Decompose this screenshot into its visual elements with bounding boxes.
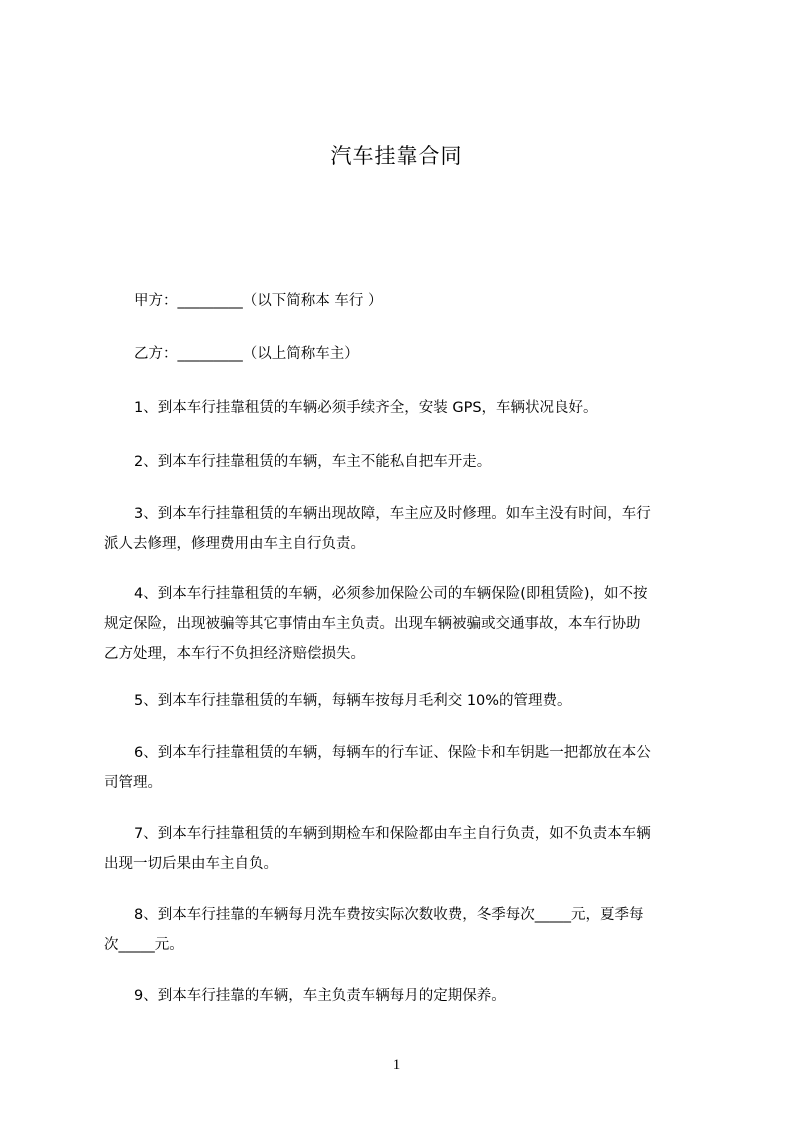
clause-5 [104,686,712,716]
party-b-line [104,339,712,369]
clause-4-line-2: 规定保险，出现被骗等其它事情由车主负责。出现车辆被骗或交通事故，本车行协助 [104,616,641,632]
party-a-text: 甲方：_________（以下简称本 车行 ） [134,293,383,309]
clause-6 [104,738,712,798]
clause-3-line-2: 派人去修理，修理费用由车主自行负责。 [104,536,365,552]
clause-5-line-1: 5、到本车行挂靠租赁的车辆，每辆车按每月毛利交 10%的管理费。 [134,693,572,709]
clause-6-line-2: 司管理。 [104,775,162,791]
clause-7-line-2: 出现一切后果由车主自负。 [104,856,278,872]
clause-4-line-1: 4、到本车行挂靠租赁的车辆，必须参加保险公司的车辆保险(即租赁险)，如不按 [134,586,648,602]
party-a-line [104,286,712,316]
clause-8-line-1: 8、到本车行挂靠的车辆每月洗车费按实际次数收费，冬季每次_____元，夏季每 [134,907,644,923]
page-number: 1 [392,1057,401,1073]
party-b-text: 乙方：_________（以上简称车主） [134,346,359,362]
clause-9-line-1: 9、到本车行挂靠的车辆，车主负责车辆每月的定期保养。 [134,988,506,1004]
clause-4-line-3: 乙方处理，本车行不负担经济赔偿损失。 [104,646,365,662]
clause-1 [104,393,712,423]
clause-3 [104,499,712,559]
clause-7-line-1: 7、到本车行挂靠租赁的车辆到期检车和保险都由车主自行负责，如不负责本车辆 [134,826,651,842]
clause-2 [104,447,712,477]
clause-3-line-1: 3、到本车行挂靠租赁的车辆出现故障，车主应及时修理。如车主没有时间，车行 [134,506,651,522]
clause-6-line-1: 6、到本车行挂靠租赁的车辆，每辆车的行车证、保险卡和车钥匙一把都放在本公 [134,745,651,761]
clause-8 [104,900,712,960]
clause-7 [104,819,712,879]
clause-2-line-1: 2、到本车行挂靠租赁的车辆，车主不能私自把车开走。 [134,454,492,470]
clause-1-line-1: 1、到本车行挂靠租赁的车辆必须手续齐全，安装 GPS，车辆状况良好。 [134,400,598,416]
clause-9 [104,981,712,1011]
page-title: 汽车挂靠合同 [330,144,463,168]
clause-4 [104,579,712,669]
clause-8-line-2: 次_____元。 [104,937,184,953]
